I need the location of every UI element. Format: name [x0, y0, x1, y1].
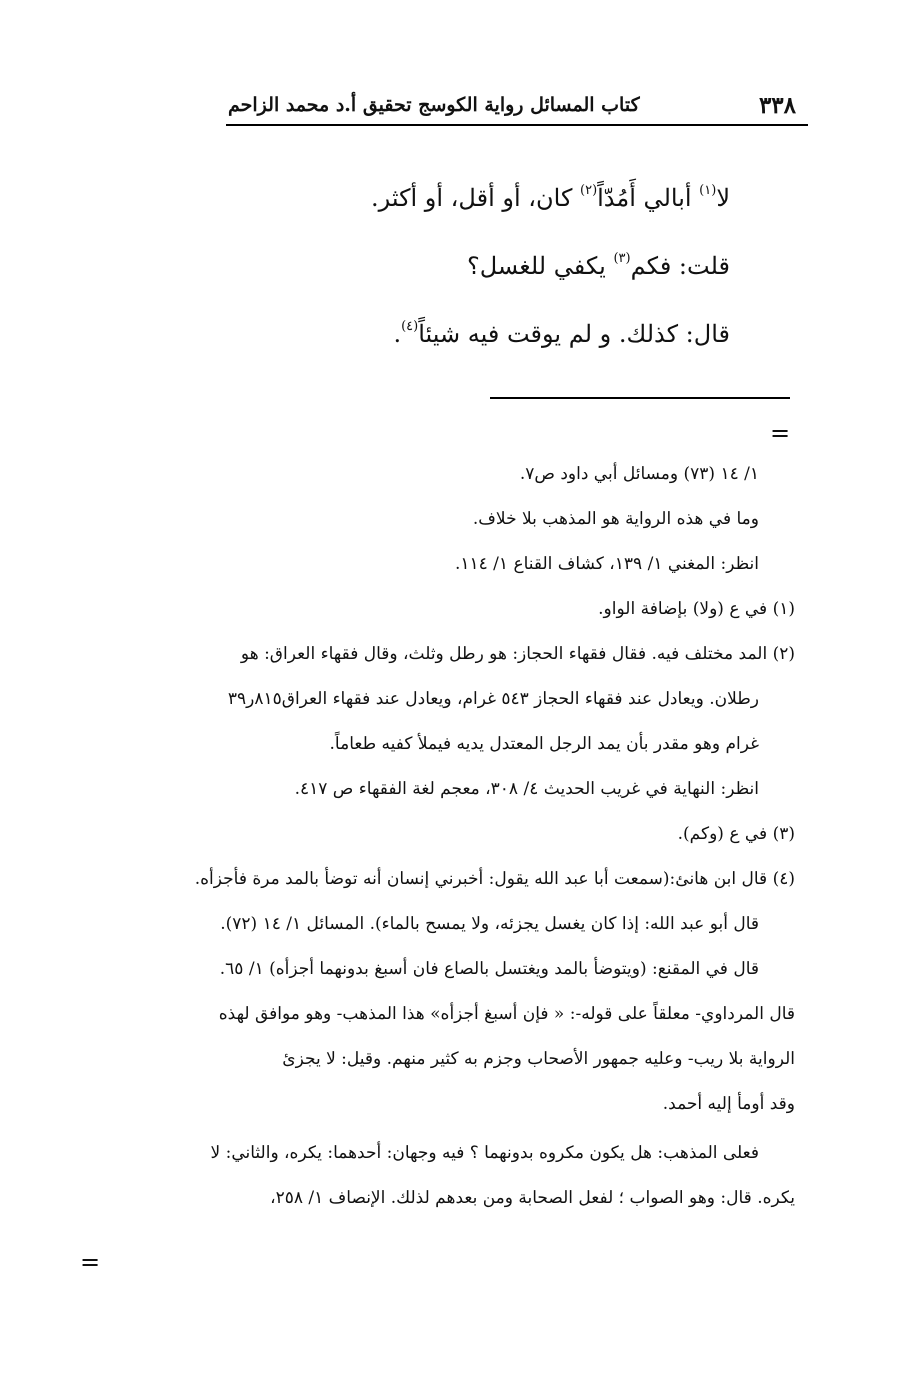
footnote-line: فعلى المذهب: هل يكون مكروه بدونهما ؟ فيه وجهان: أحدهما: يكره، والثاني: لا — [210, 1143, 759, 1163]
footnote-line: ١/ ١٤ (٧٣) ومسائل أبي داود ص٧. — [519, 464, 759, 484]
main-line: قلت: فكم$^{(٣)}$ يكفي للغسل؟ — [466, 251, 730, 280]
footnote-ref: (٣) — [613, 251, 631, 266]
footnote-1: (١) في ع (ولا) بإضافة الواو. — [598, 599, 795, 619]
footnote-ref: (١) — [699, 183, 717, 198]
footnote-3: (٣) في ع (وكم). — [677, 824, 795, 844]
footnote-line: الرواية بلا ريب- وعليه جمهور الأصحاب وجزم به كثير منهم. وقيل: لا يجزئ — [282, 1049, 795, 1069]
footnotes — [75, 452, 795, 1221]
footnote-line: يكره. قال: وهو الصواب ؛ لفعل الصحابة ومن بعدهم لذلك. الإنصاف ١/ ٢٥٨، — [270, 1188, 795, 1208]
main-line: لا$^{(١)}$ أبالي أَمُدّاً$^{(٢)}$ كان، أو أقل، أو أكثر. — [370, 183, 730, 212]
running-title: كتاب المسائل رواية الكوسج تحقيق أ.د محمد الزاحم — [228, 94, 640, 116]
header-rule — [226, 124, 808, 126]
continuation-mark: = — [80, 1248, 101, 1276]
running-header — [228, 88, 796, 124]
footnote-line: انظر: النهاية في غريب الحديث ٤/ ٣٠٨، معجم لغة الفقهاء ص ٤١٧. — [294, 779, 759, 799]
footnote-ref: (٢) — [580, 183, 598, 198]
footnote-line: قال أبو عبد الله: إذا كان يغسل يجزئه، ولا يمسح بالماء). المسائل ١/ ١٤ (٧٢). — [220, 914, 759, 934]
footnote-line: رطلان. ويعادل عند فقهاء الحجاز ٥٤٣ غرام، ويعادل عند فقهاء العراق٨١٥ر٣٩ — [227, 689, 759, 709]
footnote-ref: (٤) — [401, 319, 419, 334]
footnote-line: انظر: المغني ١/ ١٣٩، كشاف القناع ١/ ١١٤. — [454, 554, 759, 574]
footnote-line: غرام وهو مقدر بأن يمد الرجل المعتدل يديه فيملأ كفيه طعاماً. — [329, 734, 759, 754]
main-text — [270, 168, 730, 372]
footnote-4: (٤) قال ابن هانئ:(سمعت أبا عبد الله يقول: أخبرني إنسان أنه توضأ بالمد مرة فأجزأه. — [194, 869, 795, 889]
page-number: ٣٣٨ — [758, 92, 796, 119]
footnote-separator — [490, 397, 790, 399]
continuation-mark: = — [770, 419, 791, 447]
footnote-2: (٢) المد مختلف فيه. فقال فقهاء الحجاز: هو رطل وثلث، وقال فقهاء العراق: هو — [240, 644, 795, 664]
footnote-line: قال المرداوي- معلقاً على قوله-: « فإن أسبغ أجزأه» هذا المذهب- وهو موافق لهذه — [218, 1004, 795, 1024]
footnote-line: وقد أومأ إليه أحمد. — [662, 1094, 795, 1114]
footnote-line: وما في هذه الرواية هو المذهب بلا خلاف. — [472, 509, 759, 529]
footnote-line: قال في المقنع: (ويتوضأ بالمد ويغتسل بالصاع فان أسبغ بدونهما أجزأه) ١/ ٦٥. — [219, 959, 759, 979]
main-line: قال: كذلك. و لم يوقت فيه شيئاً$^{(٤)}$. — [393, 319, 730, 348]
